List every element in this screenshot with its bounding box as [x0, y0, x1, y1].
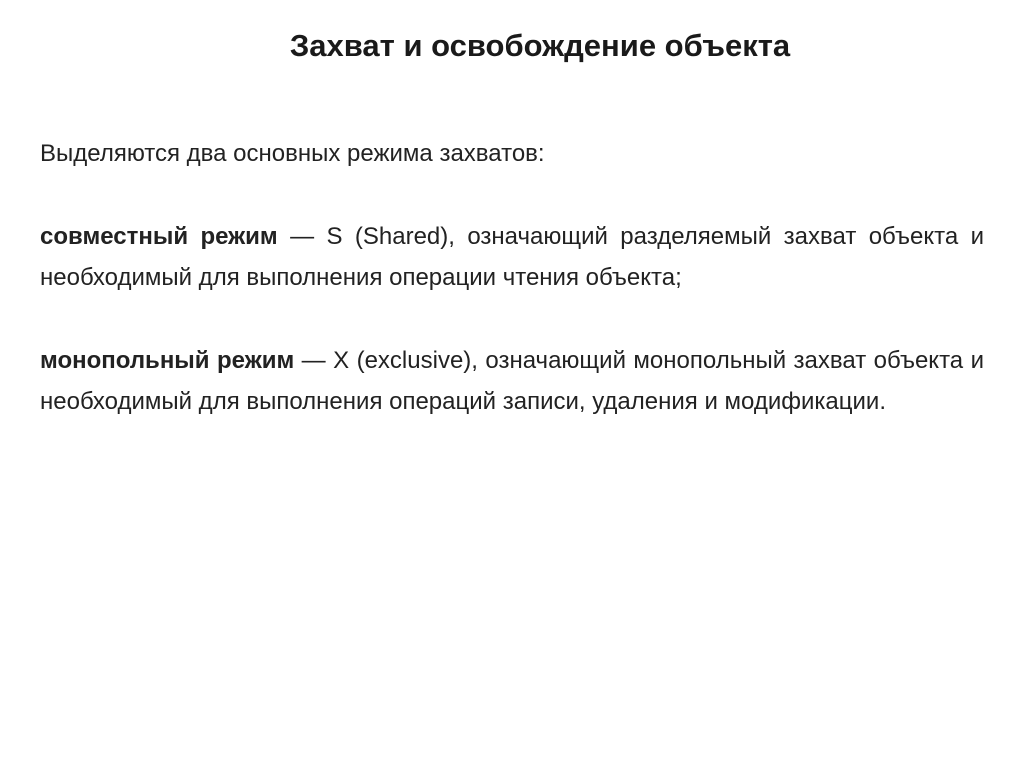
exclusive-mode-term: монопольный режим [40, 347, 295, 374]
shared-mode-description: — S (Shared), означающий разделяемый захват объекта и необходимый для выполнения операции чтения объекта; [40, 223, 984, 291]
exclusive-mode-description: — X (exclusive), означающий монопольный захват объекта и необходимый для выполнения операций записи, удаления и модификации. [40, 347, 984, 415]
exclusive-mode-paragraph [40, 340, 984, 422]
slide-body [40, 133, 984, 464]
intro-text: Выделяются два основных режима захватов: [40, 140, 545, 167]
slide-title: Захват и освобождение объекта [289, 28, 791, 63]
shared-mode-paragraph [40, 216, 984, 298]
shared-mode-term: совместный режим [40, 223, 278, 250]
